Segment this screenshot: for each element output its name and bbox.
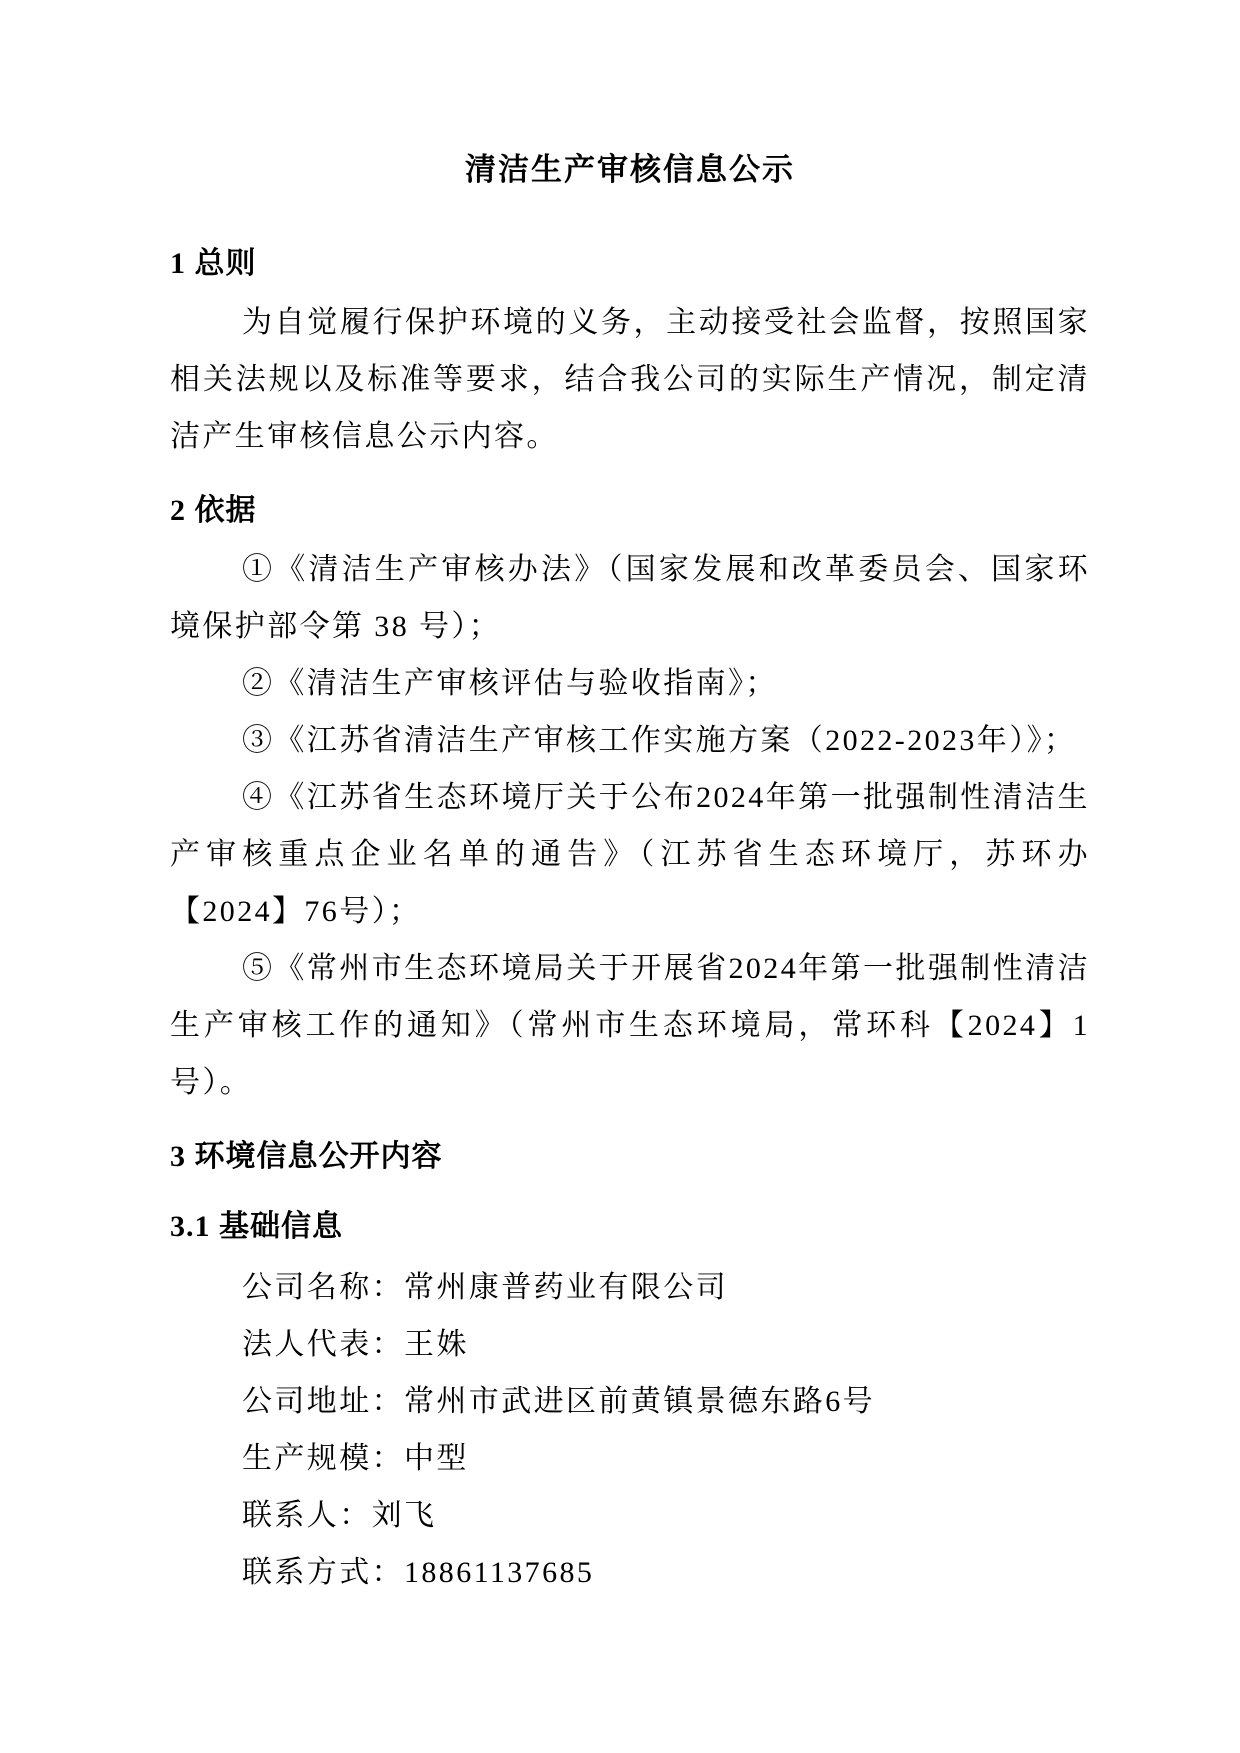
info-line-company-address: 公司地址：常州市武进区前黄镇景德东路6号	[242, 1385, 875, 1418]
section-heading-disclosure: 3 环境信息公开内容	[170, 1140, 443, 1173]
basis-item-4: ④《江苏省生态环境厅关于公布2024年第一批强制性清洁生产审核重点企业名单的通告》（江苏省生态环境厅，苏环办【2024】76号）；	[170, 781, 1090, 928]
section-heading-general: 1 总则	[170, 247, 257, 280]
basis-item-5: ⑤《常州市生态环境局关于开展省2024年第一批强制性清洁生产审核工作的通知》（常州市生态环境局，常环科【2024】1号）。	[170, 952, 1090, 1099]
info-line-production-scale: 生产规模：中型	[242, 1442, 469, 1475]
basis-item-2: ②《清洁生产审核评估与验收指南》；	[242, 667, 778, 700]
document-title: 清洁生产审核信息公示	[465, 152, 795, 187]
info-line-contact-person: 联系人：刘飞	[242, 1499, 437, 1532]
subsection-heading-basic-info: 3.1 基础信息	[170, 1210, 343, 1243]
section-heading-basis: 2 依据	[170, 494, 257, 527]
info-line-legal-representative: 法人代表：王姝	[242, 1328, 469, 1361]
info-line-company-name: 公司名称：常州康普药业有限公司	[242, 1271, 728, 1304]
paragraph-general-principles: 为自觉履行保护环境的义务，主动接受社会监督，按照国家相关法规以及标准等要求，结合我公司的实际生产情况，制定清洁产生审核信息公示内容。	[170, 306, 1090, 453]
info-line-contact-phone: 联系方式：18861137685	[242, 1556, 595, 1589]
basis-item-1: ①《清洁生产审核办法》（国家发展和改革委员会、国家环境保护部令第 38 号）；	[170, 553, 1090, 643]
basis-item-3: ③《江苏省清洁生产审核工作实施方案（2022-2023年）》；	[242, 724, 1077, 757]
